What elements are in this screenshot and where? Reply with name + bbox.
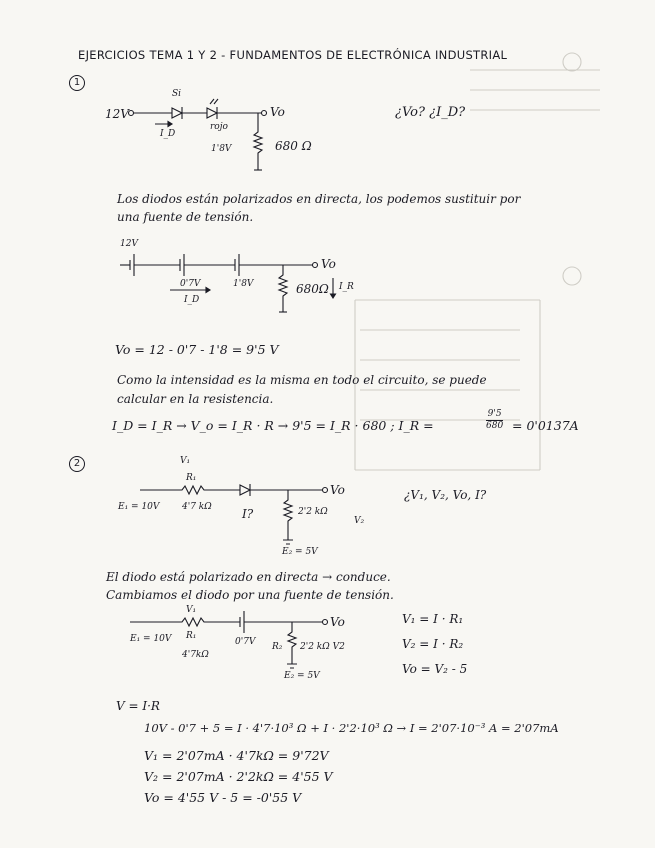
ex2-equation-v2: V₂ = 2'07mA · 2'2kΩ = 4'55 V <box>144 769 333 784</box>
exercise-number-2: 2 <box>69 456 85 472</box>
ex1-question: ¿Vo? ¿I_D? <box>395 105 466 120</box>
ex2-relation-v1: V₁ = I · R₁ <box>402 612 464 626</box>
ex2-eq-vd-label: 0'7V <box>235 637 256 647</box>
ex2-ohm-law: V = I·R <box>116 699 160 713</box>
ex2-eq-v1-label: V₁ <box>186 605 197 615</box>
ex1-eq-output-label: Vo <box>321 257 336 271</box>
ex2-current-question: I? <box>242 507 254 521</box>
ex1-source-label: 12V <box>105 107 129 121</box>
ex1-eq-v2-label: 1'8V <box>233 279 254 289</box>
ex1-current-label: I_D <box>160 129 176 139</box>
ex2-text-line-1: El diodo está polarizado en directa → conduce. <box>106 570 391 584</box>
ex2-eq-r2-value: 2'2 kΩ V2 <box>300 642 345 652</box>
ex2-e1-label: E₁ = 10V <box>118 502 160 512</box>
ex2-question: ¿V₁, V₂, Vo, I? <box>404 488 487 502</box>
ex1-text-line-1: Los diodos están polarizados en directa, los podemos sustituir por <box>117 192 521 206</box>
ex2-output-label: Vo <box>330 483 345 497</box>
ex2-relation-vo: Vo = V₂ - 5 <box>402 662 468 676</box>
ex2-r1-value: 4'7 kΩ <box>182 502 212 512</box>
ex1-diode-red-label: rojo <box>210 122 228 132</box>
ex1-text-line-4: calcular en la resistencia. <box>117 392 274 406</box>
ex1-equation-current: I_D = I_R → V_o = I_R · R → 9'5 = I_R · 680 ; I_R = <box>112 418 434 433</box>
ex1-diode-si-label: Si <box>172 89 182 99</box>
ex2-equation-v1: V₁ = 2'07mA · 4'7kΩ = 9'72V <box>144 748 329 763</box>
ex1-fraction-numerator: 9'5 <box>487 409 502 419</box>
ex2-r1-label: R₁ <box>186 473 197 483</box>
ex1-eq-source-label: 12V <box>120 239 138 249</box>
ex1-fraction-denominator: 680 <box>486 421 504 431</box>
ex2-relation-v2: V₂ = I · R₂ <box>402 637 464 651</box>
ex2-e2-label: E₂ = 5V <box>282 547 318 557</box>
ex2-eq-r1-label: R₁ <box>186 631 197 641</box>
ex1-eq-id-label: I_D <box>184 295 200 305</box>
ex1-eq-v1-label: 0'7V <box>180 279 201 289</box>
ex2-equation-vo: Vo = 4'55 V - 5 = -0'55 V <box>144 790 302 805</box>
ex2-eq-e1-label: E₁ = 10V <box>130 634 172 644</box>
ex1-output-label: Vo <box>270 105 285 119</box>
ex1-text-line-2: una fuente de tensión. <box>117 210 254 224</box>
ex2-eq-r2-label: R₂ <box>272 642 283 652</box>
ex2-eq-output-label: Vo <box>330 615 345 629</box>
ex2-r2-value: 2'2 kΩ <box>298 507 328 517</box>
ex2-v1-label: V₁ <box>180 456 191 466</box>
ex1-text-line-3: Como la intensidad es la misma en todo el circuito, se puede <box>117 373 487 387</box>
ex1-eq-ir-label: I_R <box>339 282 354 292</box>
ex1-current-result: = 0'0137A <box>512 418 579 433</box>
ex2-v2-label: V₂ <box>354 516 365 526</box>
ex1-equation-vo: Vo = 12 - 0'7 - 1'8 = 9'5 V <box>115 342 279 357</box>
ex2-eq-e2-label: E₂ = 5V <box>284 671 320 681</box>
exercise-number-1: 1 <box>69 75 85 91</box>
ex2-eq-r1-value: 4'7kΩ <box>182 650 209 660</box>
ex1-resistor-label: 680 Ω <box>275 139 312 153</box>
ex2-main-equation: 10V - 0'7 + 5 = I · 4'7·10³ Ω + I · 2'2·10³ Ω → I = 2'07·10⁻³ A = 2'07mA <box>144 721 559 735</box>
ex2-text-line-2: Cambiamos el diodo por una fuente de tensión. <box>106 588 394 602</box>
ex1-led-voltage: 1'8V <box>211 144 232 154</box>
ex1-eq-resistor-label: 680Ω <box>296 282 329 296</box>
page-title: EJERCICIOS TEMA 1 Y 2 - FUNDAMENTOS DE ELECTRÓNICA INDUSTRIAL <box>78 48 508 62</box>
